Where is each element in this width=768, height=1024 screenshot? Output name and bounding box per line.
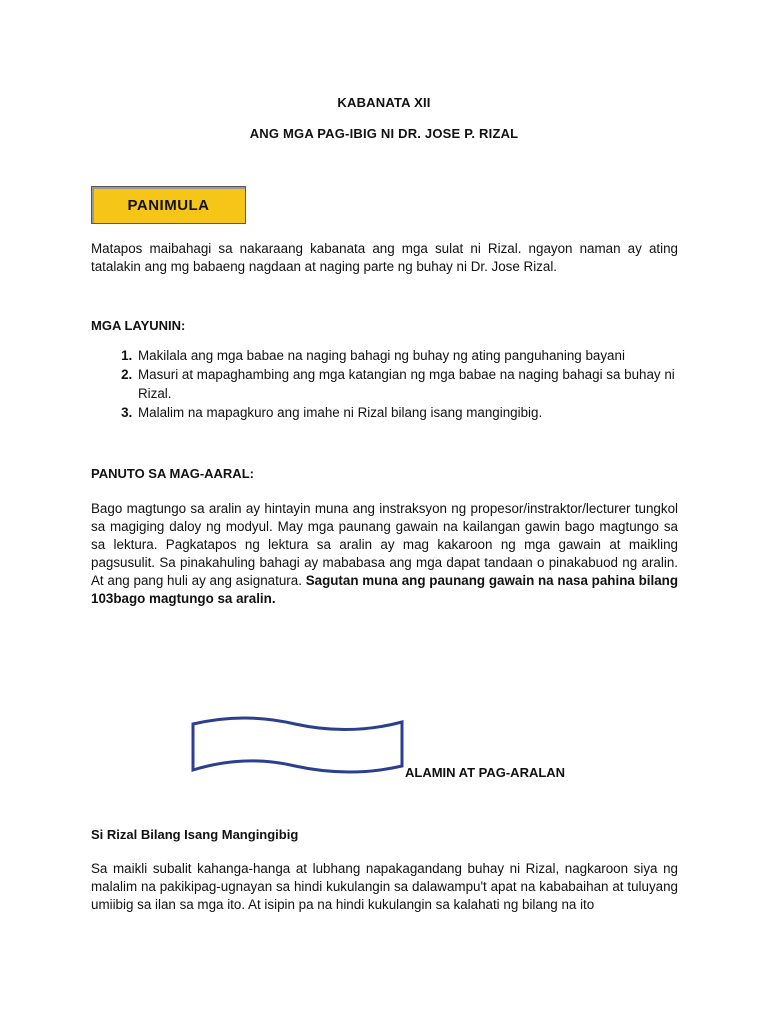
objective-item: 3. Malalim na mapagkuro ang imahe ni Rizal bilang isang mangingibig. [136,403,704,422]
objective-item: 1. Makilala ang mga babae na naging bahagi ng buhay ng ating panguhaning bayani [136,346,704,365]
instructions-paragraph [91,500,678,608]
panimula-box [91,186,246,224]
page-title: ANG MGA PAG-IBIG NI DR. JOSE P. RIZAL [249,126,519,141]
chapter-title: KABANATA XII [337,95,431,110]
objective-item: 2. Masuri at mapaghambing ang mga katangian ng mga babae na naging bahagi sa buhay ni Rizal. [136,365,704,403]
objectives-heading: MGA LAYUNIN: [91,318,186,333]
intro-paragraph: Matapos maibahagi sa nakaraang kabanata ang mga sulat ni Rizal. ngayon naman ay ating tatalakin ang mg babaeng nagdaan at naging parte ng buhay ni Dr. Jose Rizal. [91,241,678,274]
instructions-heading: PANUTO SA MAG-AARAL: [91,466,254,481]
instructions-text: Bago magtungo sa aralin ay hintayin muna ang instraksyon ng propesor/instraktor/lecturer tungkol sa magiging daloy ng modyul. May mga paunang gawain na kailangan gawin bago magtungo sa sa lektura. Pagkatapos ng lektura sa aralin ay mag kakaroon ng mga gawain at maikling pagsusulit. Sa pinakahuling bahagi ay mababasa ang mga dapat tandaan o pinakabuod ng aralin. At ang pang huli ay ang asignatura. [91,501,678,588]
section-paragraph: Sa maikli subalit kahanga-hanga at lubhang napakagandang buhay ni Rizal, nagkaroon siya ng malalim na pakikipag-ugnayan sa hindi kukulangin sa dalawampu't apat na kababaihan at tuluyang umiibig sa ilan sa mga ito. At isipin pa na hindi kukulangin sa kalahati ng bilang na ito [91,861,678,912]
scroll-banner-shape [190,714,408,778]
banner-outline [193,718,402,772]
objectives-list [110,346,704,422]
panimula-label: PANIMULA [127,196,210,214]
instructions-bold-text: Sagutan muna ang paunang gawain na nasa pahina bilang 103bago magtungo sa aralin. [91,573,679,606]
banner-label: ALAMIN AT PAG-ARALAN [405,765,566,780]
section-heading: Si Rizal Bilang Isang Mangingibig [91,827,299,842]
